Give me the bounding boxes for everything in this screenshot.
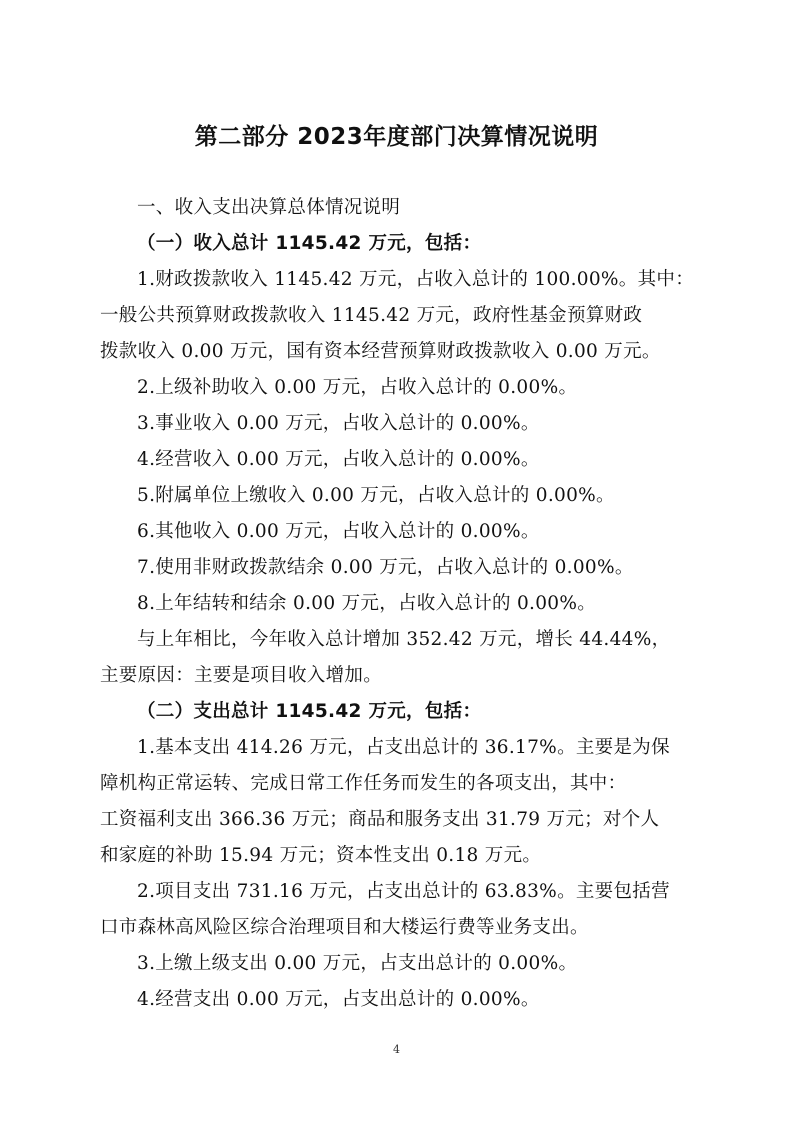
paragraph-line: 2.项目支出 731.16 万元，占支出总计的 63.83%。主要包括营 xyxy=(137,881,670,902)
paragraph-line: 8.上年结转和结余 0.00 万元，占收入总计的 0.00%。 xyxy=(137,593,597,614)
paragraph-line: 5.附属单位上缴收入 0.00 万元，占收入总计的 0.00%。 xyxy=(137,485,615,506)
document-body xyxy=(100,190,700,1018)
paragraph-line: 工资福利支出 366.36 万元；商品和服务支出 31.79 万元；对个人 xyxy=(100,809,660,830)
paragraph-line: 4.经营收入 0.00 万元，占收入总计的 0.00%。 xyxy=(137,449,540,470)
paragraph-line: 4.经营支出 0.00 万元，占支出总计的 0.00%。 xyxy=(137,989,540,1010)
paragraph-line: 主要原因：主要是项目收入增加。 xyxy=(100,665,383,686)
paragraph-line: 1.财政拨款收入 1145.42 万元，占收入总计的 100.00%。其中： xyxy=(137,269,695,290)
page-title: 第二部分 2023年度部门决算情况说明 xyxy=(194,124,599,150)
paragraph-line: 6.其他收入 0.00 万元，占收入总计的 0.00%。 xyxy=(137,521,540,542)
paragraph-line: 和家庭的补助 15.94 万元；资本性支出 0.18 万元。 xyxy=(100,845,542,866)
paragraph-line: 障机构正常运转、完成日常工作任务而发生的各项支出，其中： xyxy=(100,773,627,794)
page-number: 4 xyxy=(393,1043,400,1056)
subsection-heading-expense: （二）支出总计 1145.42 万元，包括： xyxy=(137,701,482,722)
paragraph-line: 3.上缴上级支出 0.00 万元，占支出总计的 0.00%。 xyxy=(137,953,578,974)
paragraph-line: 一般公共预算财政拨款收入 1145.42 万元，政府性基金预算财政 xyxy=(100,305,643,326)
subsection-heading-income: （一）收入总计 1145.42 万元，包括： xyxy=(137,233,482,254)
paragraph-line: 7.使用非财政拨款结余 0.00 万元，占收入总计的 0.00%。 xyxy=(137,557,634,578)
paragraph-line: 2.上级补助收入 0.00 万元，占收入总计的 0.00%。 xyxy=(137,377,578,398)
section-heading-income-expense: 一、收入支出决算总体情况说明 xyxy=(137,197,401,218)
paragraph-line: 口市森林高风险区综合治理项目和大楼运行费等业务支出。 xyxy=(100,917,589,938)
paragraph-line: 1.基本支出 414.26 万元，占支出总计的 36.17%。主要是为保 xyxy=(137,737,670,758)
paragraph-line: 与上年相比，今年收入总计增加 352.42 万元，增长 44.44%， xyxy=(137,629,671,650)
paragraph-line: 拨款收入 0.00 万元，国有资本经营预算财政拨款收入 0.00 万元。 xyxy=(100,341,661,362)
paragraph-line: 3.事业收入 0.00 万元，占收入总计的 0.00%。 xyxy=(137,413,540,434)
